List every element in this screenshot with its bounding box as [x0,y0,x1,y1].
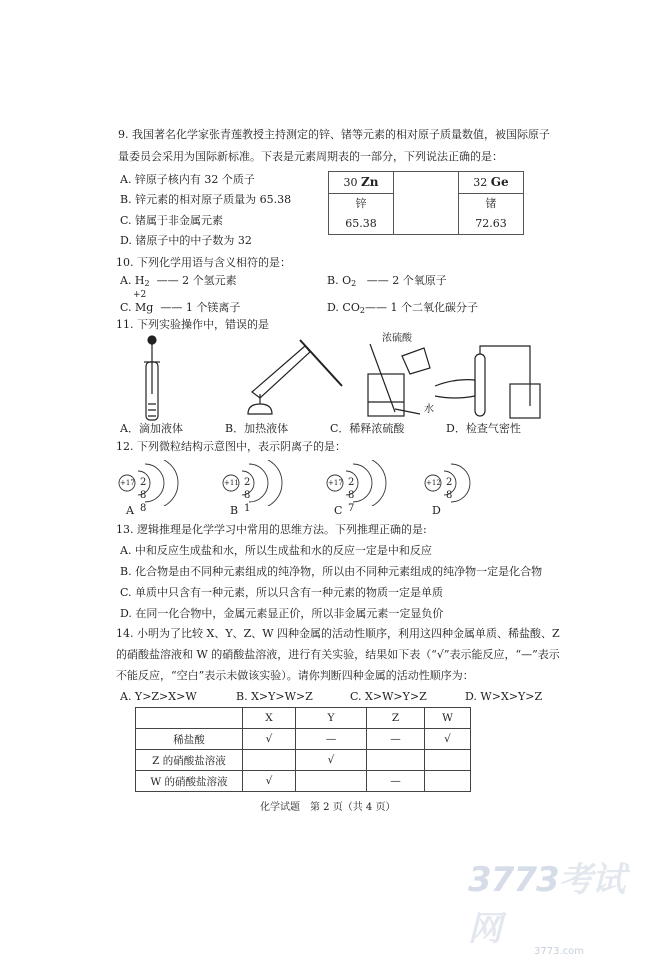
q10-option-a [120,274,237,291]
q10-option-c [120,301,240,315]
table-row [136,750,471,771]
q13-option-c: C. 单质中只含有一种元素，所以只含有一种元素的物质一定是单质 [120,586,444,599]
zn-mass: 65.38 [329,214,394,235]
q9-option-d: D. 锗原子中的中子数为 32 [120,234,252,247]
zn-name: 锌 [329,194,394,215]
q14-option-b: B. X>Y>W>Z [236,690,313,703]
shell-electrons: 2 8 7 [348,477,355,514]
q14-stem-line1: 14. 小明为了比较 X、Y、Z、W 四种金属的活动性顺序，利用这四种金属单质、稀盐酸、Z [116,627,560,640]
q10-a-sub: 2 [144,279,150,288]
page-footer: 化学试题 第 2 页（共 4 页） [260,802,396,813]
q11-option-a: A．滴加液体 [120,422,183,435]
atom-label: C [334,504,343,517]
zn-number: 30 [343,176,358,189]
ge-header [459,172,524,194]
q9-option-a: A. 锌原子核内有 32 个质子 [120,173,255,186]
q14-option-d: D. W>X>Y>Z [465,690,543,703]
zn-symbol: Zn [361,175,379,189]
q10-stem: 10. 下列化学用语与含义相符的是： [116,256,291,269]
nucleus-charge: +12 [426,479,441,487]
atom-label: B [230,504,239,517]
q11-option-d: D．检查气密性 [446,422,521,435]
q10-c-formula: C. Mg [120,301,154,314]
atom-label: A [126,504,134,517]
cell: — [367,729,425,750]
ge-number: 32 [473,176,488,189]
q11-option-b: B．加热液体 [225,422,289,435]
row-label: Z 的硝酸盐溶液 [136,750,243,771]
header-cell: Y [296,708,367,729]
acid-label: 浓硫酸 [382,333,412,344]
q10-a-meaning: —— 2 个氢元素 [156,274,237,287]
q11-stem: 11. 下列实验操作中，错误的是 [116,318,269,331]
cell [425,750,471,771]
q9-option-c: C. 锗属于非金属元素 [120,214,224,227]
ge-symbol: Ge [490,175,509,189]
zn-header [329,172,394,194]
dropper-figure [144,336,160,420]
cell [367,750,425,771]
cell [243,750,296,771]
q10-c-valence: +2 [133,290,147,300]
q10-option-d [327,301,478,318]
q9-option-b: B. 锌元素的相对原子质量为 65.38 [120,193,292,206]
empty-cell [394,172,459,235]
airtightness-figure [435,346,540,418]
lab-apparatus-figures [120,334,560,422]
row-label: W 的硝酸盐溶液 [136,771,243,792]
q14-stem-line3: 不能反应，“空白”表示未做该实验）。请你判断四种金属的活动性顺序为： [116,669,474,682]
ge-name: 锗 [459,194,524,215]
cell: √ [243,771,296,792]
q13-option-b: B. 化合物是由不同种元素组成的纯净物，所以由不同种元素组成的纯净物一定是化合物 [120,565,543,578]
nucleus-charge: +17 [328,479,343,487]
q10-c-meaning: —— 1 个镁离子 [160,301,241,314]
periodic-table-excerpt [328,171,524,235]
q13-option-a: A. 中和反应生成盐和水，所以生成盐和水的反应一定是中和反应 [120,544,432,557]
cell: — [367,771,425,792]
cell [296,771,367,792]
table-row [136,729,471,750]
q11-option-c: C．稀释浓硫酸 [330,422,405,435]
q9-stem-line1: 9. 我国著名化学家张青莲教授主持测定的锌、锗等元素的相对原子质量数值，被国际原子 [118,128,550,141]
q10-b-sub: 2 [351,279,357,288]
atom-label: D [432,504,441,517]
header-cell [136,708,243,729]
table-row [136,771,471,792]
ge-mass: 72.63 [459,214,524,235]
shell-electrons: 2 8 1 [244,477,251,514]
table-header-row [136,708,471,729]
q14-stem-line2: 的硝酸盐溶液和 W 的硝酸盐溶液，进行有关实验，结果如下表（“√”表示能反应，“—”表示 [116,648,560,661]
q10-b-formula: B. O [327,274,352,287]
water-label: 水 [424,404,434,415]
q14-option-c: C. X>W>Y>Z [350,690,427,703]
q10-d-meaning: —— 1 个二氧化碳分子 [364,301,478,314]
header-cell: Z [367,708,425,729]
cell: √ [425,729,471,750]
q13-stem: 13. 逻辑推理是化学学习中常用的思维方法。下列推理正确的是: [116,523,427,536]
q10-option-b [327,274,447,291]
cell: √ [296,750,367,771]
dilution-figure [368,344,430,416]
q10-d-sub: 2 [359,306,365,315]
cell: √ [243,729,296,750]
nucleus-charge: +17 [120,479,135,487]
header-cell: W [425,708,471,729]
q13-option-d: D. 在同一化合物中，金属元素显正价，所以非金属元素一定显负价 [120,607,444,620]
reaction-table [135,707,471,792]
q10-a-formula: A. H [120,274,145,287]
shell-electrons: 2 8 8 [140,477,147,514]
q14-option-a: A. Y>Z>X>W [120,690,197,703]
q10-b-meaning: —— 2 个氧原子 [366,274,447,287]
nucleus-charge: +11 [224,479,239,487]
q10-d-formula: D. CO [327,301,360,314]
cell: — [296,729,367,750]
header-cell: X [243,708,296,729]
q9-stem-line2: 量委员会采用为国际新标准。下表是元素周期表的一部分，下列说法正确的是： [118,150,503,163]
heating-figure [248,340,342,414]
watermark-logo: 3773考试网 3773.com [468,860,625,957]
row-label: 稀盐酸 [136,729,243,750]
cell [425,771,471,792]
shell-electrons: 2 8 [446,477,453,501]
q12-stem: 12. 下列微粒结构示意图中，表示阴离子的是： [116,440,346,453]
